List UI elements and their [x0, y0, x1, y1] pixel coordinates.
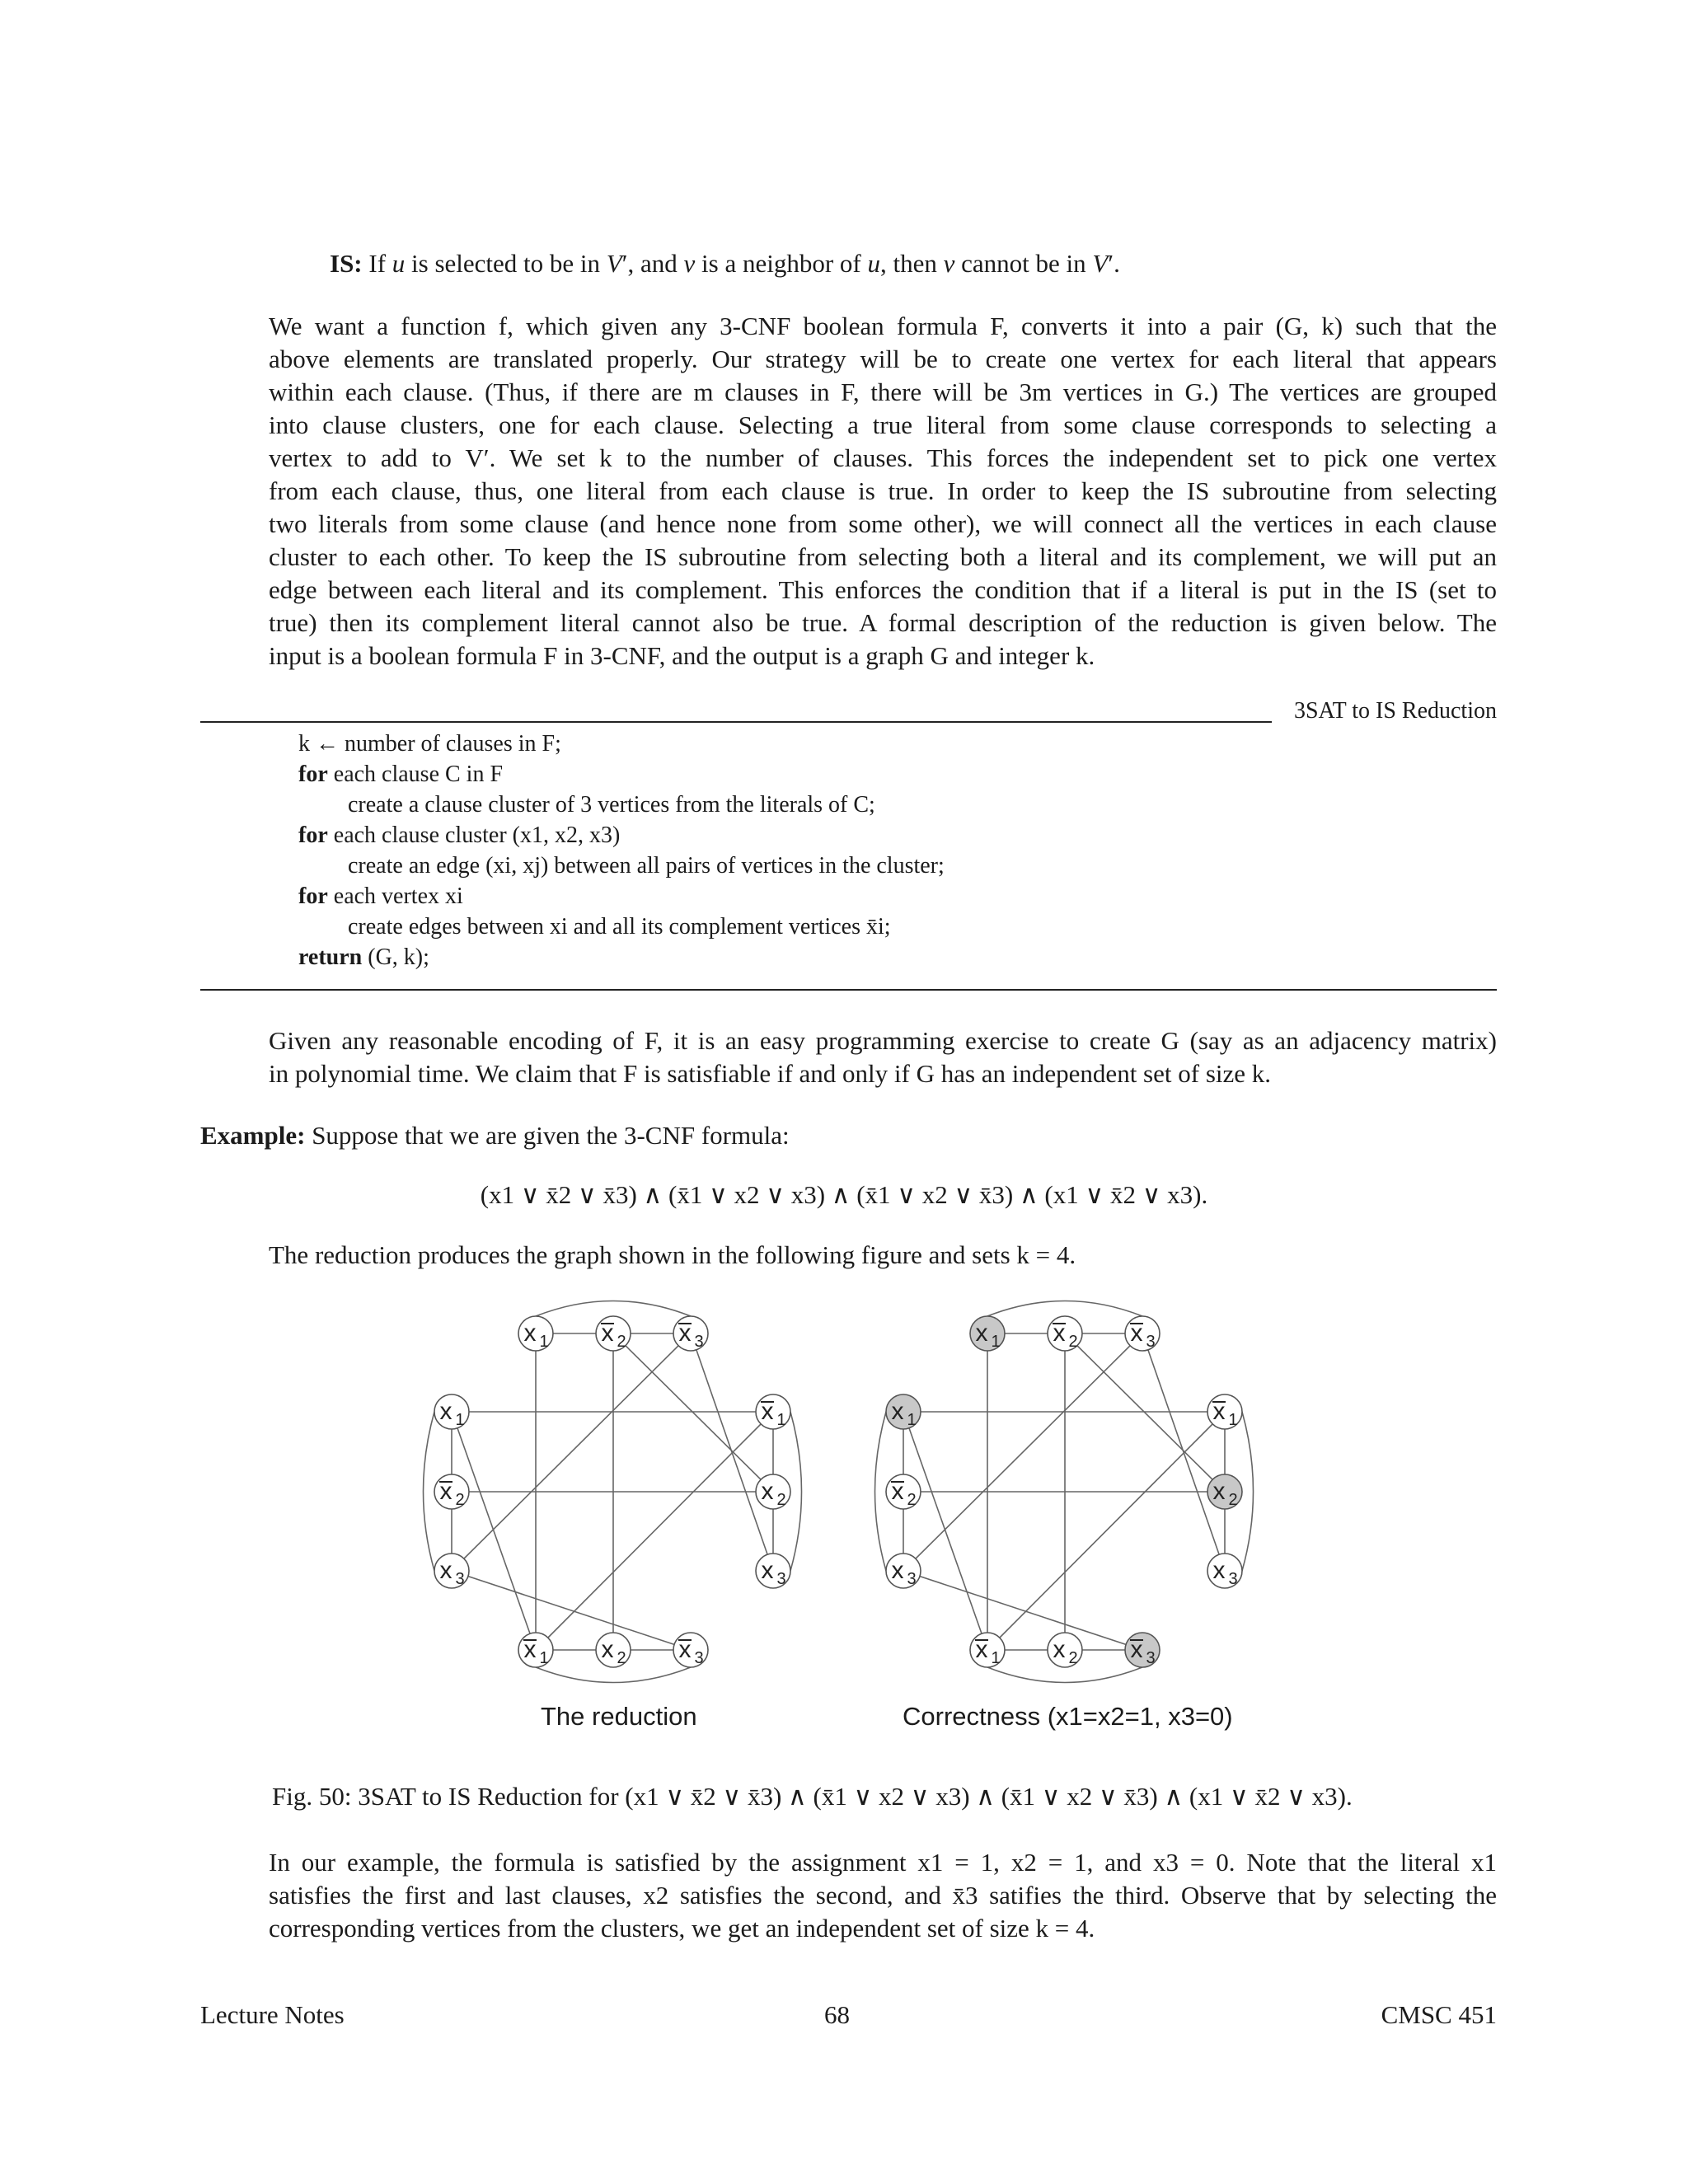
paragraph1-line: within each clause. (Thus, if there are m clauses in F, there will be 3m vertices in G.) The vertices are grouped	[269, 377, 1497, 406]
paragraph3-line: In our example, the formula is satisfied by the assignment x1 = 1, x2 = 1, and x3 = 0. Note that the literal x1	[269, 1848, 1497, 1877]
math-u: u	[392, 249, 406, 278]
algorithm-body	[298, 729, 945, 972]
math-u: u	[867, 249, 881, 278]
node-subscript: 1	[455, 1411, 465, 1429]
algorithm-text: k ← number of clauses in F;	[298, 731, 561, 757]
graph-edge-curved	[790, 1412, 802, 1571]
graph-edge	[536, 1412, 773, 1650]
node-subscript: 3	[694, 1649, 704, 1667]
node-label: x	[601, 1636, 614, 1663]
is-condition	[330, 247, 1120, 280]
figure-caption: Fig. 50: 3SAT to IS Reduction for (x1 ∨ x̄2 ∨ x̄3) ∧ (x̄1 ∨ x2 ∨ x3) ∧ (x̄1 ∨ x2 ∨ x̄3) ∧ (x1 ∨ x̄2 ∨ x3).	[272, 1782, 1353, 1811]
text-fragment: , and	[627, 249, 684, 278]
text-fragment: If	[362, 249, 392, 278]
node-label: x	[523, 1319, 537, 1347]
text-fragment: is selected to be in	[405, 249, 607, 278]
text-fragment: .	[1114, 249, 1120, 278]
graph-node-t1	[970, 1316, 1005, 1351]
paragraph2-line: in polynomial time. We claim that F is satisfiable if and only if G has an independent set of size k.	[269, 1059, 1272, 1088]
node-label: x	[678, 1636, 692, 1663]
algorithm-text: (G, k);	[362, 944, 429, 970]
graph-node-t3	[1125, 1316, 1160, 1351]
node-subscript: 3	[907, 1570, 917, 1588]
reduction-sentence: The reduction produces the graph shown in the following figure and sets k = 4.	[269, 1240, 1076, 1269]
algorithm-keyword: return	[298, 944, 363, 970]
paragraph1-line: true) then its complement literal cannot also be true. A formal description of the reduction is given below. The	[269, 608, 1497, 637]
node-label: x	[439, 1557, 452, 1584]
algorithm-keyword: for	[298, 823, 328, 848]
graph-edge-curved	[987, 1667, 1142, 1683]
graph-node-r2	[1207, 1474, 1242, 1509]
algorithm-line	[298, 759, 945, 790]
example-text: Suppose that we are given the 3-CNF formula:	[305, 1121, 790, 1150]
graph-edge	[903, 1571, 1142, 1650]
node-label: x	[1212, 1478, 1226, 1505]
graph-node-t2	[596, 1316, 631, 1351]
paragraph1-line: into clause clusters, one for each clause. Selecting a true literal from some clause corresponds to selecting a	[269, 410, 1497, 439]
node-subscript: 1	[1228, 1411, 1238, 1429]
node-label: x	[975, 1636, 988, 1663]
graph-node-t1	[518, 1316, 553, 1351]
algorithm-line	[298, 729, 945, 759]
node-subscript: 1	[776, 1411, 786, 1429]
graph-node-b2	[596, 1633, 631, 1667]
is-label: IS:	[330, 249, 363, 278]
graph-node-r1	[756, 1394, 790, 1429]
graph-edge-curved	[536, 1301, 691, 1317]
right-figure-caption: Correctness (x1=x2=1, x3=0)	[903, 1702, 1233, 1731]
node-subscript: 2	[907, 1491, 917, 1509]
example-label: Example:	[200, 1121, 306, 1150]
node-subscript: 2	[1068, 1333, 1078, 1351]
node-label: x	[439, 1398, 452, 1425]
node-subscript: 2	[617, 1333, 626, 1351]
graph-edge-curved	[987, 1301, 1142, 1317]
graph-edge-curved	[1242, 1412, 1254, 1571]
node-label: x	[1130, 1319, 1143, 1347]
graph-node-r3	[756, 1554, 790, 1588]
node-subscript: 1	[991, 1333, 1001, 1351]
algorithm-text: create a clause cluster of 3 vertices from the literals of C;	[348, 792, 875, 818]
example-intro	[200, 1119, 790, 1152]
algorithm-line	[298, 912, 945, 942]
algorithm-line	[298, 851, 945, 881]
algorithm-keyword: for	[298, 883, 328, 909]
math-V: V	[606, 249, 622, 278]
node-label: x	[1130, 1636, 1143, 1663]
paragraph-example-assignment	[269, 1846, 1497, 1945]
algorithm-text: each clause cluster (x1, x2, x3)	[327, 823, 621, 848]
graph-node-b3	[1125, 1633, 1160, 1667]
node-label: x	[761, 1398, 774, 1425]
node-label: x	[523, 1636, 537, 1663]
node-subscript: 1	[907, 1411, 917, 1429]
math-V: V	[1092, 249, 1109, 278]
algorithm-text: each clause C in F	[327, 762, 504, 787]
graph-node-r2	[756, 1474, 790, 1509]
paragraph1-line: from each clause, thus, one literal from each clause is true. In order to keep the IS subroutine from selecting	[269, 476, 1497, 505]
algorithm-line	[298, 820, 945, 851]
node-subscript: 3	[455, 1570, 465, 1588]
text-fragment: , then	[880, 249, 944, 278]
prime-mark: ′	[1108, 249, 1114, 278]
footer-right: CMSC 451	[1381, 2000, 1497, 2029]
node-subscript: 2	[617, 1649, 626, 1667]
graph-node-r3	[1207, 1554, 1242, 1588]
graph-edge	[452, 1412, 536, 1650]
graph-edge	[452, 1333, 691, 1571]
node-label: x	[891, 1478, 904, 1505]
node-subscript: 2	[1068, 1649, 1078, 1667]
left-figure-caption: The reduction	[541, 1702, 697, 1731]
node-subscript: 3	[1228, 1570, 1238, 1588]
graph-edge-curved	[875, 1412, 887, 1571]
node-subscript: 3	[1146, 1333, 1156, 1351]
graph-node-b2	[1048, 1633, 1082, 1667]
graph-edge	[1142, 1333, 1225, 1571]
node-subscript: 1	[539, 1333, 549, 1351]
paragraph1-line: We want a function f, which given any 3-CNF boolean formula F, converts it into a pair (G, k) such that the	[269, 312, 1497, 340]
algorithm-keyword: for	[298, 762, 328, 787]
node-label: x	[1212, 1398, 1226, 1425]
algorithm-title: 3SAT to IS Reduction	[1293, 698, 1497, 724]
footer-left: Lecture Notes	[200, 2000, 345, 2029]
graph-edge	[691, 1333, 773, 1571]
graph-node-l2	[434, 1474, 469, 1509]
paragraph1-line: cluster to each other. To keep the IS subroutine from selecting both a literal and its complement, we will put an	[269, 542, 1497, 571]
node-label: x	[678, 1319, 692, 1347]
reduction-figure	[396, 1294, 1302, 1755]
graph-node-l3	[434, 1554, 469, 1588]
algorithm-top-rule	[200, 721, 1272, 723]
node-subscript: 2	[455, 1491, 465, 1509]
node-subscript: 3	[776, 1570, 786, 1588]
cnf-formula: (x1 ∨ x̄2 ∨ x̄3) ∧ (x̄1 ∨ x2 ∨ x3) ∧ (x̄1 ∨ x2 ∨ x̄3) ∧ (x1 ∨ x̄2 ∨ x3).	[480, 1180, 1208, 1209]
graph-edge	[613, 1333, 773, 1492]
node-label: x	[439, 1478, 452, 1505]
algorithm-line	[298, 942, 945, 972]
node-label: x	[1212, 1557, 1226, 1584]
node-label: x	[891, 1398, 904, 1425]
right-graph	[875, 1301, 1254, 1683]
paragraph2-line: Given any reasonable encoding of F, it is an easy programming exercise to create G (say as an adjacency matrix)	[269, 1026, 1497, 1055]
graph-node-b1	[970, 1633, 1005, 1667]
text-fragment: cannot be in	[954, 249, 1093, 278]
graph-edge	[987, 1412, 1225, 1650]
graph-node-b1	[518, 1633, 553, 1667]
graph-node-b3	[673, 1633, 708, 1667]
node-subscript: 1	[991, 1649, 1001, 1667]
algorithm-text: create an edge (xi, xj) between all pairs of vertices in the cluster;	[348, 853, 945, 879]
graph-edge-curved	[424, 1412, 435, 1571]
graph-edge	[452, 1571, 691, 1650]
graph-node-t2	[1048, 1316, 1082, 1351]
node-label: x	[601, 1319, 614, 1347]
paragraph3-line: satisfies the first and last clauses, x2 satisfies the second, and x̄3 satifies the third. Observe that by selecting the	[269, 1881, 1497, 1910]
left-graph	[424, 1301, 802, 1683]
prime-mark: ′	[621, 249, 628, 278]
graph-node-l1	[886, 1394, 921, 1429]
paragraph1-line: input is a boolean formula F in 3-CNF, and the output is a graph G and integer k.	[269, 641, 1095, 670]
node-subscript: 2	[776, 1491, 786, 1509]
graph-edge	[903, 1412, 987, 1650]
paragraph-reduction-strategy	[269, 310, 1497, 673]
graph-edge	[1065, 1333, 1225, 1492]
paragraph3-line: corresponding vertices from the clusters, we get an independent set of size k = 4.	[269, 1914, 1095, 1943]
graph-node-l3	[886, 1554, 921, 1588]
node-label: x	[1053, 1636, 1066, 1663]
graph-edge-curved	[536, 1667, 691, 1683]
graph-node-l2	[886, 1474, 921, 1509]
graph-node-r1	[1207, 1394, 1242, 1429]
math-v: v	[683, 249, 696, 278]
paragraph1-line: above elements are translated properly. Our strategy will be to create one vertex for each literal that appears	[269, 344, 1497, 373]
page-number: 68	[824, 2000, 850, 2029]
node-label: x	[761, 1557, 774, 1584]
node-label: x	[1053, 1319, 1066, 1347]
algorithm-line	[298, 790, 945, 820]
algorithm-text: create edges between xi and all its complement vertices x̄i;	[348, 914, 891, 940]
node-subscript: 3	[1146, 1649, 1156, 1667]
graph-node-l1	[434, 1394, 469, 1429]
graph-node-t3	[673, 1316, 708, 1351]
paragraph1-line: two literals from some clause (and hence none from some other), we will connect all the vertices in each clause	[269, 509, 1497, 538]
graph-edge	[903, 1333, 1142, 1571]
node-label: x	[761, 1478, 774, 1505]
node-subscript: 3	[694, 1333, 704, 1351]
math-v: v	[943, 249, 955, 278]
paragraph1-line: edge between each literal and its complement. This enforces the condition that if a literal is put in the IS (set to	[269, 575, 1497, 604]
paragraph-polynomial-time	[269, 1024, 1497, 1090]
algorithm-bottom-rule	[200, 989, 1497, 991]
algorithm-text: each vertex xi	[327, 883, 463, 909]
node-subscript: 1	[539, 1649, 549, 1667]
node-subscript: 2	[1228, 1491, 1238, 1509]
algorithm-line	[298, 881, 945, 912]
node-label: x	[891, 1557, 904, 1584]
graph-svg	[396, 1294, 1302, 1755]
node-label: x	[975, 1319, 988, 1347]
paragraph1-line: vertex to add to V′. We set k to the number of clauses. This forces the independent set to pick one vertex	[269, 443, 1497, 472]
text-fragment: is a neighbor of	[695, 249, 868, 278]
